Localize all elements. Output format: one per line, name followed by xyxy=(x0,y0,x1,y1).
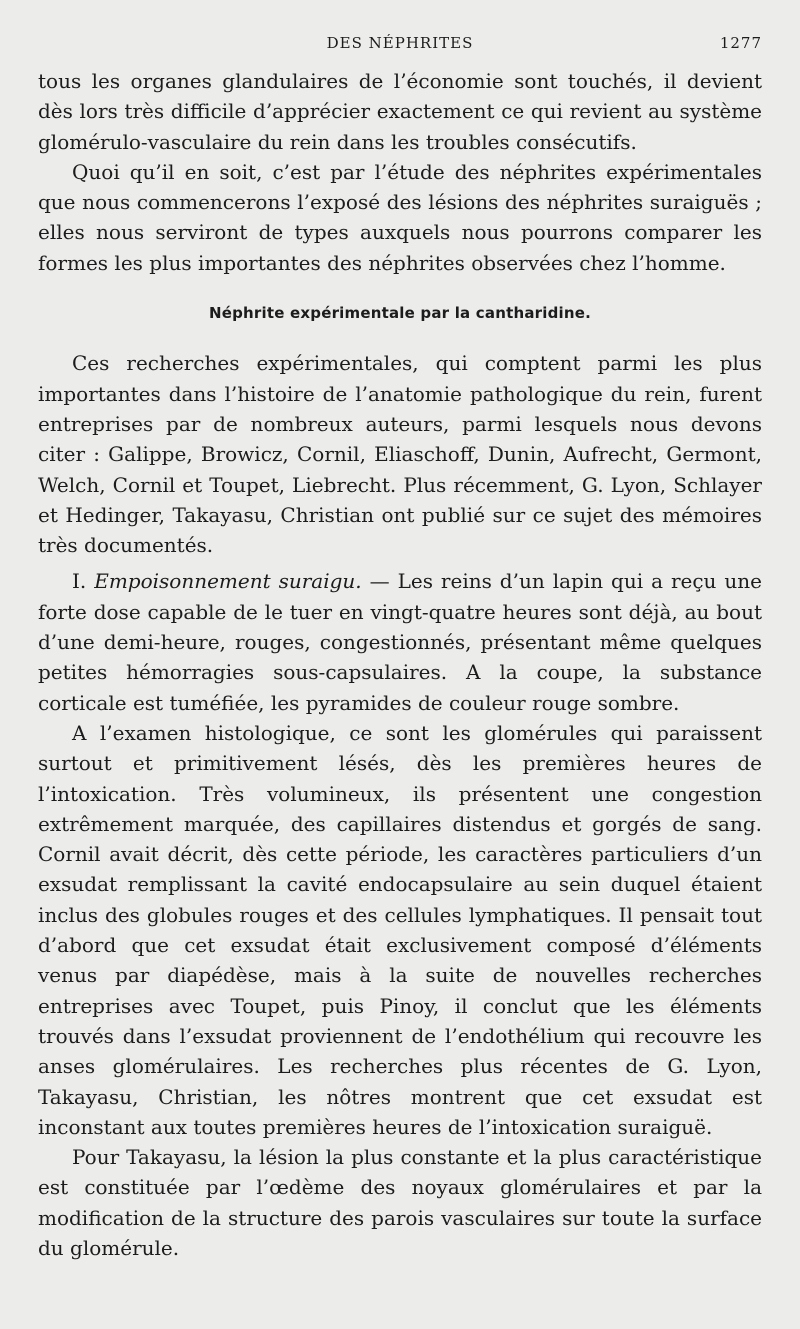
section-number: I. xyxy=(72,569,95,594)
paragraph-takayasu: Pour Takayasu, la lésion la plus constante et la plus caractéristique est constituée par l’œdème des noyaux glomérulaires et par la modification de la structure des parois vasculaires sur toute la surface du glomérule. xyxy=(38,1145,762,1260)
paragraph-continued: tous les organes glandulaires de l’économie sont touchés, il devient dès lors très difficile d’apprécier exactement ce qui revient au système glomérulo-vasculaire du rein dans les troubles consécutifs. xyxy=(38,69,762,154)
section-text: — Les reins d’un lapin qui a reçu une forte dose capable de le tuer en vingt-quatre heures sont déjà, au bout d’une demi-heure, rouges, congestionnés, présentant même quelques petites hémorragies sous-capsulaires. A la coupe, la substance corticale est tuméfiée, les pyramides de couleur rouge sombre. xyxy=(38,569,762,715)
running-head xyxy=(38,28,762,56)
running-title: DES NÉPHRITES xyxy=(326,34,474,52)
paragraph-research: Ces recherches expérimentales, qui comptent parmi les plus importantes dans l’histoire de l’anatomie pathologique du rein, furent entreprises par de nombreux auteurs, parmi lesquels nous devons citer : Galippe, Browicz, Cornil, Eliaschoff, Dunin, Aufrecht, Germont, Welch, Cornil et Toupet, Liebrecht. Plus récemment, G. Lyon, Schlayer et Hedinger, Takayasu, Christian ont publié sur ce sujet des mémoires très documentés. xyxy=(38,351,762,558)
section-subtitle: Empoisonnement suraigu. xyxy=(94,569,362,594)
body-text xyxy=(38,66,762,1263)
page-number: 1277 xyxy=(719,34,762,52)
section-heading: Néphrite expérimentale par la cantharidine. xyxy=(208,304,592,323)
paragraph-intro: Quoi qu’il en soit, c’est par l’étude des néphrites expérimentales que nous commencerons l’exposé des lésions des néphrites suraiguës ; elles nous serviront de types auxquels nous pourrons comparer les formes les plus importantes des néphrites observées chez l’homme. xyxy=(38,159,762,275)
paragraph-histology: A l’examen histologique, ce sont les glomérules qui paraissent surtout et primitivement lésés, dès les premières heures de l’intoxication. Très volumineux, ils présentent une congestion extrêmement marquée, des capillaires distendus et gorgés de sang. Cornil avait décrit, dès cette période, les caractères particuliers d’un exsudat remplissant la cavité endocapsulaire au sein duquel étaient inclus des globules rouges et des cellules lymphatiques. Il pensait tout d’abord que cet exsudat était exclusivement composé d’éléments venus par diapédèse, mais à la suite de nouvelles recherches entreprises avec Toupet, puis Pinoy, il conclut que les éléments trouvés dans l’exsudat proviennent de l’endothélium qui recouvre les anses glomérulaires. Les recherches plus récentes de G. Lyon, Takayasu, Christian, les nôtres montrent que cet exsudat est inconstant aux toutes premières heures de l’intoxication suraiguë. xyxy=(38,720,762,1139)
paragraph-empoisonnement xyxy=(38,566,762,717)
